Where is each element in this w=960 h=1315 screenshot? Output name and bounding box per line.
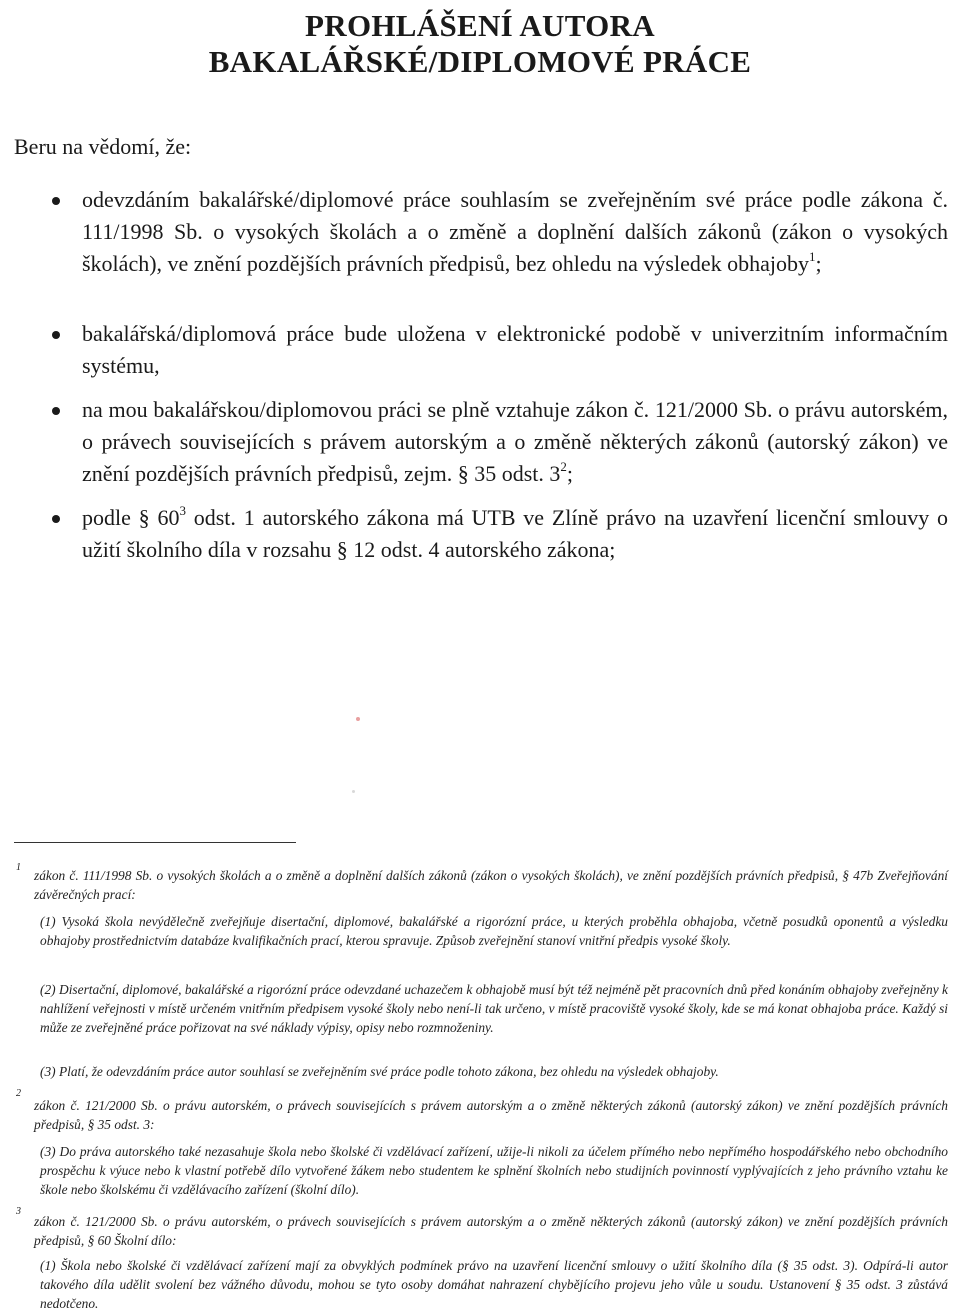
bullet-icon (52, 407, 60, 415)
list-item-tail: ; (815, 251, 822, 276)
list-item-copyright-law (82, 394, 948, 490)
bullet-icon (52, 515, 60, 523)
page-title-line2: BAKALÁŘSKÉ/DIPLOMOVÉ PRÁCE (208, 44, 752, 79)
list-item-license-right (82, 502, 948, 566)
scan-speck (356, 717, 360, 721)
footnote-1-intro: zákon č. 111/1998 Sb. o vysokých školách a o změně a doplnění dalších zákonů (zákon o vysokých školách), ve znění pozdějších právních předpisů, § 47b Zveřejňování závěrečných prací: (34, 868, 948, 902)
list-item-consent-publication (82, 184, 948, 280)
footnote-ref: 3 (179, 502, 186, 518)
list-item-text: bakalářská/diplomová práce bude uložena v elektronické podobě v univerzitním informačním systému, (82, 321, 948, 378)
intro-text: Beru na vědomí, že: (14, 134, 192, 159)
footnote-separator (14, 842, 296, 843)
footnote-mark-3: 3 (16, 1206, 21, 1217)
list-item-electronic-storage (82, 318, 948, 382)
footnote-mark-2: 2 (16, 1088, 21, 1099)
footnote-1-para-3: (3) Platí, že odevzdáním práce autor souhlasí se zveřejněním své práce podle tohoto zákona, bez ohledu na výsledek obhajoby. (40, 1064, 719, 1079)
bullet-icon (52, 331, 60, 339)
page-title-line1: PROHLÁŠENÍ AUTORA (305, 8, 655, 43)
footnote-2-para-1: (3) Do práva autorského také nezasahuje škola nebo školské či vzdělávací zařízení, užije-li nikoli za účelem přímého nebo nepřímého hospodářského nebo obchodního prospěchu k výuce nebo k vlastní potřebě dílo vytvořené žákem nebo studentem ke splnění školních nebo studijních povinností vyplývajících z jeho právního vztahu ke škole nebo školskému či vzdělávacího zařízení (školní dílo). (40, 1144, 948, 1197)
list-item-tail: ; (566, 461, 574, 486)
footnote-ref: 1 (809, 248, 816, 264)
footnote-1-para-1: (1) Vysoká škola nevýdělečně zveřejňuje disertační, diplomové, bakalářské a rigorózní práce, u kterých proběhla obhajoba, včetně posudků oponentů a výsledku obhajoby prostřednictvím databáze kvalifikačních prací, kterou spravuje. Způsob zveřejnění stanoví vnitřní předpis vysoké školy. (40, 914, 948, 948)
scan-speck (352, 790, 355, 793)
list-item-text-rest: odst. 1 autorského zákona má UTB ve Zlíně právo na uzavření licenční smlouvy o užití školního díla v rozsahu § 12 odst. 4 autorského zákona; (82, 505, 948, 562)
list-item-text: podle § 60 (82, 505, 180, 530)
bullet-icon (52, 197, 60, 205)
footnote-3-para-1: (1) Škola nebo školské či vzdělávací zařízení mají za obvyklých podmínek právo na uzavření licenční smlouvy o užití školního díla (§ 35 odst. 3). Odpírá-li autor takového díla udělit svolení bez vážného důvodu, mohou se tyto osoby domáhat nahrazení chybějícího projevu jeho vůle u soudu. Ustanovení § 35 odst. 3 zůstává nedotčeno. (40, 1258, 948, 1311)
list-item-text: odevzdáním bakalářské/diplomové práce souhlasím se zveřejněním své práce podle zákona č. 111/1998 Sb. o vysokých školách a o změně a doplnění dalších zákonů (zákon o vysokých školách), ve znění pozdějších právních předpisů, bez ohledu na výsledek obhajoby (82, 187, 948, 276)
list-item-text: na mou bakalářskou/diplomovou práci se plně vztahuje zákon č. 121/2000 Sb. o právu autorském, o právech souvisejících s právem autorským a o změně některých zákonů (autorský zákon) ve znění pozdějších právních předpisů, zejm. § 35 odst. 3 (82, 397, 948, 486)
footnote-2-intro: zákon č. 121/2000 Sb. o právu autorském, o právech souvisejících s právem autorským a o změně některých zákonů (autorský zákon) ve znění pozdějších právních předpisů, § 35 odst. 3: (34, 1098, 948, 1132)
footnote-ref: 2 (560, 458, 567, 474)
footnote-mark-1: 1 (16, 862, 21, 873)
footnote-1-para-2: (2) Disertační, diplomové, bakalářské a rigorózní práce odevzdané uchazečem k obhajobě musí být též nejméně pět pracovních dnů před konáním obhajoby zveřejněny k nahlížení veřejnosti v místě určeném vnitřním předpisem vysoké školy nebo není-li tak určeno, v místě pracoviště vysoké školy, kde se má konat obhajoba práce. Každý si může ze zveřejněné práce pořizovat na své náklady výpisy, opisy nebo rozmnoženiny. (40, 982, 948, 1035)
footnote-3-intro: zákon č. 121/2000 Sb. o právu autorském, o právech souvisejících s právem autorským a o změně některých zákonů (autorský zákon) ve znění pozdějších právních předpisů, § 60 Školní dílo: (34, 1214, 948, 1248)
